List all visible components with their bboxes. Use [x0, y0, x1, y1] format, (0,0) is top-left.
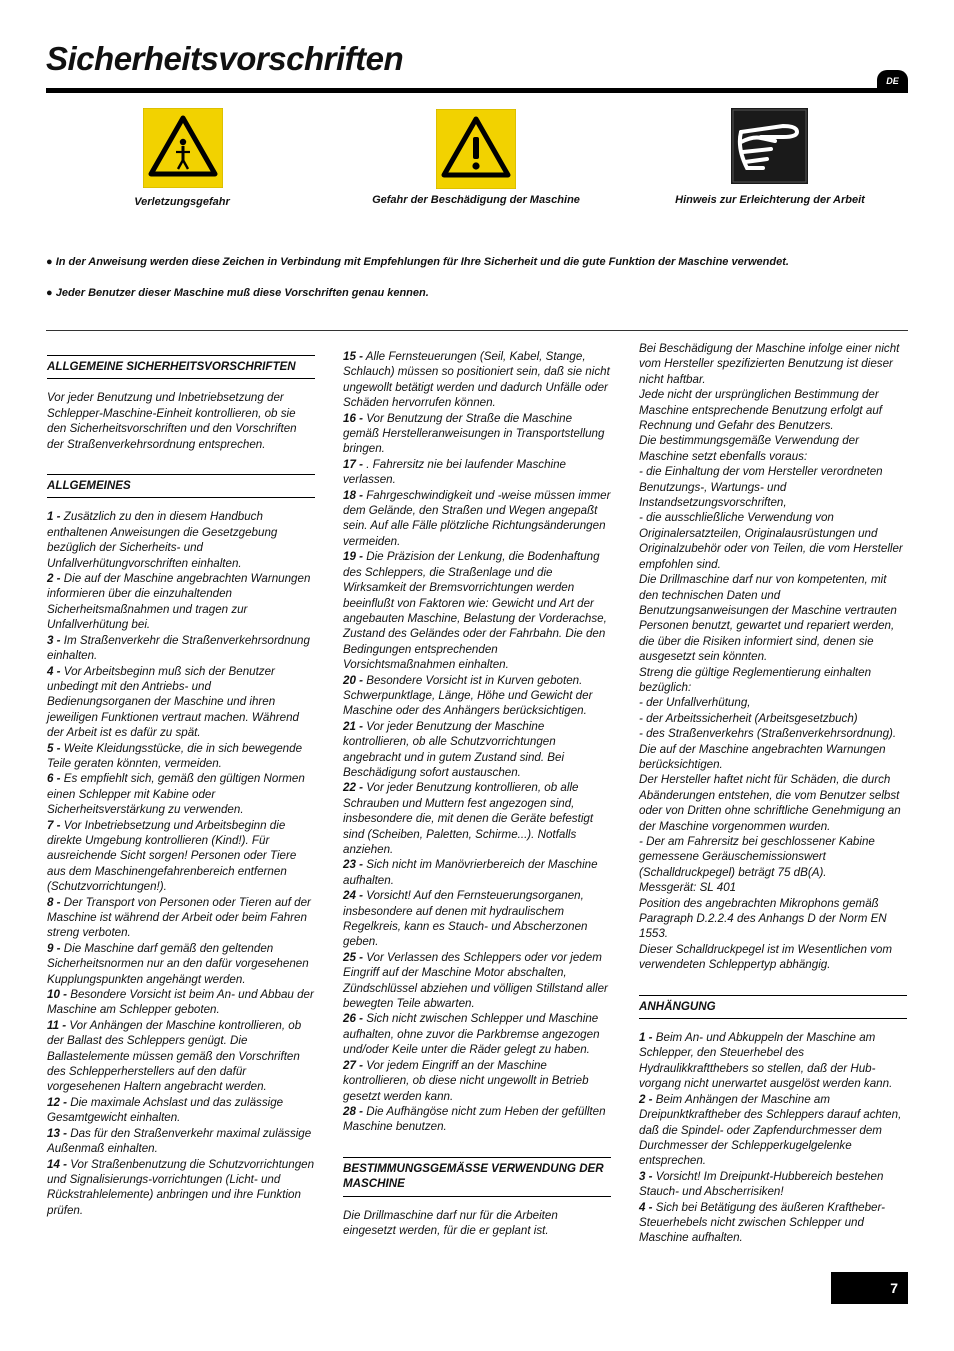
- symbol-caption-machine-damage: Gefahr der Beschädigung der Maschine: [372, 194, 580, 206]
- general-rules-list-continued: [343, 349, 611, 1135]
- rule-number: 4 -: [47, 664, 61, 678]
- rule-number: 10 -: [47, 988, 67, 1002]
- text-line: Bei Beschädigung der Maschine infolge einer nicht vom Hersteller spezifizierten Benutzung ist dieser nicht haftbar.: [639, 342, 900, 386]
- rule-text: Fahrgeschwindigkeit und -weise müssen immer dem Gelände, den Straßen und Wegen angepaßt sein. Auf alle Fälle plötzliche Richtungsänderungen vermeiden.: [343, 488, 611, 548]
- intro-note-1-text: In der Anweisung werden diese Zeichen in Verbindung mit Empfehlungen für Ihre Sicherheit und die gute Funktion der Maschine verwendet.: [55, 256, 789, 268]
- rule-text: Zusätzlich zu den in diesem Handbuch enthaltenen Anweisungen die Gesetzgebung bezüglich der Sicherheits- und Unfallverhütungvorschriften einhalten.: [47, 510, 278, 570]
- rule-text: Es empfiehlt sich, gemäß den gültigen Normen einen Schlepper mit Kabine oder Sicherheitsverstärkung zu verwenden.: [47, 772, 305, 817]
- text-line: - die ausschließliche Verwendung von Originalersatzteilen, Originalausrüstungen und Originalzubehör oder von Teilen, die vom Hersteller empfohlen sind.: [639, 511, 903, 571]
- column-1: [47, 355, 315, 1218]
- rule-text: Der Transport von Personen oder Tieren auf der Maschine ist während der Arbeit oder beim Fahren streng verboten.: [47, 895, 311, 940]
- rule-item: [343, 411, 611, 457]
- rule-text: Die Maschine darf gemäß den geltenden Sicherheitsnormen nur an den dafür vorgesehenen Kupplungspunkten angehängt werden.: [47, 941, 309, 986]
- rule-item: [47, 895, 315, 941]
- rule-number: 3 -: [47, 633, 61, 647]
- general-rules-list: [47, 509, 315, 1218]
- hitching-rules-list: [639, 1030, 907, 1246]
- rule-item: [47, 664, 315, 741]
- intro-note-2: ● Jeder Benutzer dieser Maschine muß diese Vorschriften genau kennen.: [46, 287, 429, 299]
- rule-number: 6 -: [47, 772, 61, 786]
- page-number: 7: [831, 1272, 908, 1304]
- rule-number: 28 -: [343, 1104, 363, 1118]
- text-line: - der Arbeitssicherheit (Arbeitsgesetzbuch): [639, 711, 858, 725]
- text-line: Die auf der Maschine angebrachten Warnungen berücksichtigen.: [639, 742, 886, 771]
- rule-number: 12 -: [47, 1095, 67, 1109]
- rule-number: 4 -: [639, 1200, 653, 1214]
- rule-number: 5 -: [47, 741, 61, 755]
- machine-damage-warning-icon: [436, 109, 516, 189]
- text-line: Die bestimmungsgemäße Verwendung der Maschine setzt ebenfalls voraus:: [639, 434, 859, 463]
- rule-text: Vor Verlassen des Schleppers oder vor jedem Eingriff auf der Maschine Motor abschalten, Zündschlüssel abziehen und völligen Stillstand aller bewegten Teile abwarten.: [343, 950, 608, 1011]
- text-line: Streng die gültige Reglementierung einhalten bezüglich:: [639, 665, 872, 694]
- rule-item: [47, 941, 315, 987]
- pointing-hand-icon: [731, 108, 808, 184]
- text-line: Messgerät: SL 401: [639, 881, 737, 895]
- rule-text: Alle Fernsteuerungen (Seil, Kabel, Stange, Schlauch) müssen so positioniert sein, daß sie nicht ungewollt betätigt werden und dadurch Unfälle oder Schäden hervorrufen können.: [343, 350, 610, 410]
- rule-number: 25 -: [343, 950, 363, 964]
- text-line: Der Hersteller haftet nicht für Schäden, die durch Abänderungen entstehen, die vom Benutzer selbst oder von Dritten ohne schriftliche Genehmigung an der Maschine vorgenommen wurden.: [639, 773, 901, 833]
- rule-text: Weite Kleidungsstücke, die in sich bewegende Teile geraten könnten, vermeiden.: [47, 741, 303, 770]
- intro-note-1: ● In der Anweisung werden diese Zeichen in Verbindung mit Empfehlungen für Ihre Sicherheit und die gute Funktion der Maschine verwendet.: [46, 256, 789, 268]
- text-line: Jede nicht der ursprünglichen Bestimmung der Maschine entsprechende Benutzung erfolgt auf Rechnung und Gefahr des Benutzers.: [639, 388, 882, 433]
- rule-number: 9 -: [47, 941, 61, 955]
- rule-item: [47, 633, 315, 664]
- rule-text: Besondere Vorsicht ist in Kurven geboten. Schwerpunktlage, Länge, Höhe und Gewicht der Maschine oder des Anhängers berücksichtigen.: [343, 673, 593, 718]
- language-badge: DE: [877, 70, 908, 92]
- text-line: Dieser Schalldruckpegel ist im Wesentlichen vom verwendeten Schleppertyp abhängig.: [639, 942, 893, 972]
- rule-item: [47, 509, 315, 571]
- general-safety-text: Vor jeder Benutzung und Inbetriebsetzung der Schlepper-Maschine-Einheit kontrollieren, ob sie den Sicherheitsvorschriften und den Vorschriften der Straßenverkehrsordnung entsprechen.: [47, 391, 297, 451]
- rule-number: 2 -: [639, 1092, 653, 1106]
- text-line: Die Drillmaschine darf nur von kompetenten, mit den technischen Daten und Benutzungsanweisungen der Maschine vertrauten Personen benutzt, gewartet und repariert werden, die über die Risiken informiert sind, denen sie ausgesetzt sein könnten.: [639, 573, 897, 664]
- rule-text: Die Präzision der Lenkung, die Bodenhaftung des Schleppers, die Straßenlage und die Wirksamkeit der Bremsvorrichtungen werden beeinflußt von Faktoren wie: Gewicht und Art der angebauten Maschine, Belastung der Vorderachse, Zustand des Geländes oder der Fahrbahn. Die den Bedingungen entsprechenden Vorsichtsmaßnahmen einhalten.: [343, 550, 607, 672]
- rule-text: Das für den Straßenverkehr maximal zulässige Außenmaß einhalten.: [47, 1126, 312, 1156]
- rule-text: Sich nicht zwischen Schlepper und Maschine aufhalten, ohne zuvor die Parkbremse angezogen und/oder Keile unter die Räder gelegt zu haben.: [343, 1012, 600, 1057]
- injury-warning-icon: [143, 108, 223, 188]
- intended-use-text: Die Drillmaschine darf nur für die Arbeiten eingesetzt werden, für die er geplant ist.: [343, 1208, 558, 1237]
- rule-item: [343, 1011, 611, 1057]
- rule-text: Vor Straßenbenutzung die Schutzvorrichtungen und Signalisierungs-vorrichtungen (Licht- und Rückstrahlelemente) anbringen und ihre Funktion prüfen.: [47, 1157, 315, 1217]
- rule-item: [47, 741, 315, 772]
- section-heading-general-safety: ALLGEMEINE SICHERHEITSVORSCHRIFTEN: [47, 355, 315, 379]
- rule-text: Beim An- und Abkuppeln der Maschine am Schlepper, den Steuerhebel des Hydraulikkraftthebers so stellen, daß der Hub-vorgang nicht unerwartet ausgelöst werden kann.: [639, 1031, 893, 1091]
- section-divider: [46, 330, 908, 331]
- rule-item: [639, 1030, 907, 1092]
- rule-text: Vor jedem Eingriff an der Maschine kontrollieren, ob diese nicht ungewollt in Betrieb gesetzt werden kann.: [343, 1058, 589, 1103]
- rule-text: Vor Inbetriebsetzung und Arbeitsbeginn die direkte Umgebung kontrollieren (Kind!). Für ausreichende Sicht sorgen! Personen oder Tiere aus dem Maschinengefahrenbereich entfernen (Schutzvorrichtungen!).: [47, 818, 297, 894]
- rule-item: [343, 950, 611, 1012]
- rule-number: 16 -: [343, 411, 363, 425]
- rule-item: [343, 349, 611, 411]
- rule-number: 7 -: [47, 818, 61, 832]
- rule-text: Vorsicht! Im Dreipunkt-Hubbereich bestehen Stauch- und Abscherrisiken!: [639, 1169, 884, 1199]
- rule-number: 8 -: [47, 895, 61, 909]
- rule-text: Beim Anhängen der Maschine am Dreipunktkraftheber des Schleppers darauf achten, daß die Spindel- oder Zapfendurchmesser dem Durchmesser der Schlepperkugelgelenke entsprechen.: [639, 1092, 902, 1168]
- section-heading-general: ALLGEMEINES: [47, 474, 315, 498]
- rule-item: [639, 1169, 907, 1200]
- rule-number: 19 -: [343, 550, 363, 564]
- rule-item: [343, 1104, 611, 1135]
- rule-text: Vorsicht! Auf den Fernsteuerungsorganen, insbesondere auf denen mit hydraulischem Regelkreis, kann es Stauch- und Abscherzonen geben.: [343, 889, 588, 949]
- rule-item: [47, 818, 315, 895]
- rule-number: 17 -: [343, 457, 363, 471]
- rule-number: 18 -: [343, 488, 363, 502]
- rule-number: 27 -: [343, 1058, 363, 1072]
- rule-text: Vor Arbeitsbeginn muß sich der Benutzer unbedingt mit den Antriebs- und Bedienungsorganen der Maschine und ihren jeweiligen Funktionen vertraut machen. Während der Arbeit ist es dafür zu spät.: [47, 664, 299, 740]
- rule-item: [343, 719, 611, 781]
- symbol-caption-work-hint: Hinweis zur Erleichterung der Arbeit: [675, 194, 865, 206]
- rule-item: [343, 488, 611, 550]
- rule-number: 14 -: [47, 1157, 67, 1171]
- rule-number: 26 -: [343, 1012, 363, 1026]
- rule-text: Sich nicht im Manövrierbereich der Maschine aufhalten.: [343, 858, 598, 887]
- text-line: Position des angebrachten Mikrophons gemäß Paragraph D.2.2.4 des Anhangs D der Norm EN 1553.: [639, 896, 887, 941]
- rule-number: 1 -: [47, 510, 61, 524]
- rule-text: Vor Anhängen der Maschine kontrollieren, ob der Ballast des Schleppers genügt. Die Ballastelemente müssen gemäß den Vorschriften des Schlepperherstellers auf den dafür vorgesehenen Haltern angebracht werden.: [47, 1018, 302, 1094]
- rule-number: 20 -: [343, 673, 363, 687]
- rule-number: 3 -: [639, 1169, 653, 1183]
- rule-item: [343, 1058, 611, 1104]
- rule-item: [47, 987, 315, 1018]
- rule-number: 13 -: [47, 1126, 67, 1140]
- rule-number: 11 -: [47, 1018, 67, 1032]
- rule-item: [343, 857, 611, 888]
- text-line: - des Straßenverkehrs (Straßenverkehrsordnung).: [639, 727, 897, 741]
- rule-number: 21 -: [343, 719, 363, 733]
- rule-number: 22 -: [343, 781, 363, 795]
- rule-text: Im Straßenverkehr die Straßenverkehrsordnung einhalten.: [47, 633, 310, 663]
- rule-text: Besondere Vorsicht ist beim An- und Abbau der Maschine am Schlepper geboten.: [47, 988, 314, 1017]
- rule-number: 15 -: [343, 350, 363, 363]
- rule-text: Die maximale Achslast und das zulässige Gesamtgewicht einhalten.: [47, 1095, 284, 1125]
- rule-item: [343, 457, 611, 488]
- rule-text: Die Aufhängöse nicht zum Heben der gefüllten Maschine benutzen.: [343, 1104, 606, 1134]
- title-rule: [46, 88, 908, 93]
- rule-text: Sich bei Betätigung des äußeren Kraftheber-Steuerhebels nicht zwischen Schlepper und Maschine aufhalten.: [639, 1200, 885, 1245]
- rule-number: 23 -: [343, 858, 363, 872]
- rule-text: . Fahrersitz nie bei laufender Maschine verlassen.: [343, 457, 566, 487]
- rule-item: [47, 1126, 315, 1157]
- intended-use-details: [639, 341, 907, 973]
- rule-item: [47, 571, 315, 633]
- rule-item: [47, 1095, 315, 1126]
- rule-text: Vor jeder Benutzung kontrollieren, ob alle Schrauben und Muttern fest angezogen sind, insbesondere die, mit denen die Geräte befestigt sind (Scheiben, Paletten, Schirme...). Notfalls anziehen.: [343, 781, 594, 856]
- rule-item: [639, 1092, 907, 1169]
- section-heading-hitching: ANHÄNGUNG: [639, 995, 907, 1019]
- rule-number: 1 -: [639, 1031, 653, 1045]
- symbol-caption-injury: Verletzungsgefahr: [134, 196, 230, 208]
- rule-item: [47, 1157, 315, 1219]
- rule-item: [343, 780, 611, 857]
- column-3: [639, 341, 907, 1246]
- rule-item: [343, 888, 611, 950]
- rule-text: Vor Benutzung der Straße die Maschine gemäß Herstelleranweisungen in Transportstellung bringen.: [343, 411, 605, 456]
- section-heading-intended-use: BESTIMMUNGSGEMÄSSE VERWENDUNG DER MASCHINE: [343, 1157, 611, 1197]
- text-line: - der Unfallverhütung,: [639, 696, 751, 710]
- rule-text: Die auf der Maschine angebrachten Warnungen informieren über die einzuhaltenden Sicherheitsmaßnahmen und tragen zur Unfallverhütung bei.: [47, 572, 311, 632]
- rule-item: [47, 1018, 315, 1095]
- rule-number: 2 -: [47, 572, 61, 586]
- rule-item: [343, 673, 611, 719]
- rule-item: [639, 1200, 907, 1246]
- rule-item: [343, 549, 611, 672]
- rule-item: [47, 771, 315, 817]
- text-line: - die Einhaltung der vom Hersteller verordneten Benutzungs-, Wartungs- und Instandsetzungsvorschriften,: [639, 465, 883, 510]
- rule-number: 24 -: [343, 889, 363, 903]
- column-2: [343, 349, 611, 1238]
- text-line: - Der am Fahrersitz bei geschlossener Kabine gemessene Geräuschemissionswert (Schalldruckpegel) beträgt 75 dB(A).: [639, 835, 875, 879]
- rule-text: Vor jeder Benutzung der Maschine kontrollieren, ob alle Schutzvorrichtungen angebracht und in gutem Zustand sind. Bei Beschädigung sofort austauschen.: [343, 719, 565, 779]
- page-title: Sicherheitsvorschriften: [46, 40, 404, 77]
- intro-note-2-text: Jeder Benutzer dieser Maschine muß diese Vorschriften genau kennen.: [55, 287, 429, 299]
